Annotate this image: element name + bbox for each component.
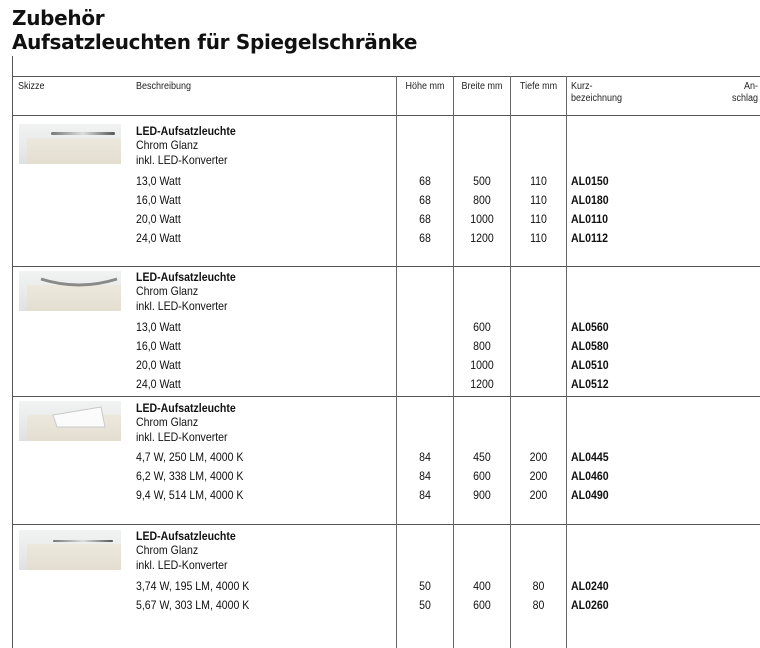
- row-hoehe: 50: [419, 579, 431, 593]
- row-description: 13,0 Watt: [136, 320, 181, 334]
- table-left-border: [12, 56, 13, 648]
- row-code: AL0460: [571, 469, 609, 483]
- row-tiefe: 200: [529, 469, 548, 483]
- title-line-2: Aufsatzleuchten für Spiegelschränke: [12, 30, 418, 54]
- row-tiefe: 110: [530, 174, 547, 188]
- row-hoehe: 84: [419, 450, 431, 464]
- row-tiefe: 110: [530, 212, 547, 226]
- row-code: AL0512: [571, 377, 609, 391]
- straight-bar-lamp-icon: [51, 132, 115, 135]
- column-divider-breite: [453, 76, 454, 648]
- row-hoehe: 68: [419, 174, 431, 188]
- group-divider-3: [12, 524, 760, 525]
- row-code: AL0260: [571, 598, 609, 612]
- row-tiefe: 200: [529, 488, 548, 502]
- wedge-lamp-icon: [49, 405, 109, 433]
- row-description: 6,2 W, 338 LM, 4000 K: [136, 469, 244, 483]
- row-hoehe: 84: [419, 488, 431, 502]
- header-kurz-line1: Kurz-: [571, 81, 593, 92]
- product-name: LED-Aufsatzleuchte: [136, 124, 236, 138]
- row-hoehe: 68: [419, 193, 431, 207]
- row-breite: 400: [473, 579, 491, 593]
- row-tiefe: 80: [532, 579, 545, 593]
- column-divider-kurz: [566, 76, 567, 648]
- product-image-3: [19, 401, 121, 441]
- product-converter: inkl. LED-Konverter: [136, 558, 228, 572]
- product-converter: inkl. LED-Konverter: [136, 430, 228, 444]
- header-tiefe: Tiefe mm: [519, 81, 558, 92]
- row-description: 5,67 W, 303 LM, 4000 K: [136, 598, 250, 612]
- row-code: AL0490: [571, 488, 609, 502]
- row-breite: 600: [473, 598, 491, 612]
- row-description: 20,0 Watt: [136, 212, 181, 226]
- header-breite: Breite mm: [461, 81, 503, 92]
- row-code: AL0560: [571, 320, 609, 334]
- row-code: AL0180: [571, 193, 609, 207]
- product-finish: Chrom Glanz: [136, 415, 199, 429]
- product-finish: Chrom Glanz: [136, 284, 199, 298]
- product-finish: Chrom Glanz: [136, 543, 199, 557]
- table-top-border: [12, 76, 760, 77]
- header-skizze: Skizze: [18, 81, 45, 92]
- slim-bar-lamp-icon: [53, 540, 113, 542]
- row-description: 13,0 Watt: [136, 174, 181, 188]
- product-name: LED-Aufsatzleuchte: [136, 270, 236, 284]
- row-description: 9,4 W, 514 LM, 4000 K: [136, 488, 244, 502]
- header-divider: [12, 115, 760, 116]
- group-divider-1: [12, 266, 760, 267]
- product-image-4: [19, 530, 121, 570]
- row-breite: 600: [473, 469, 491, 483]
- header-anschlag: [706, 81, 758, 105]
- product-name: LED-Aufsatzleuchte: [136, 401, 236, 415]
- row-breite: 900: [473, 488, 491, 502]
- mirror-cabinet-shape: [27, 544, 121, 570]
- header-kurz-line2: bezeichnung: [571, 93, 623, 104]
- row-hoehe: 68: [419, 231, 431, 245]
- row-tiefe: 200: [529, 450, 548, 464]
- product-name: LED-Aufsatzleuchte: [136, 529, 236, 543]
- row-hoehe: 50: [419, 598, 431, 612]
- row-description: 24,0 Watt: [136, 231, 181, 245]
- group-divider-2: [12, 396, 760, 397]
- header-hoehe: Höhe mm: [405, 81, 445, 92]
- header-beschreibung: Beschreibung: [136, 81, 192, 92]
- column-divider-tiefe: [510, 76, 511, 648]
- column-divider-hoehe: [396, 76, 397, 648]
- row-breite: 450: [473, 450, 491, 464]
- page-title: [12, 6, 417, 54]
- row-description: 20,0 Watt: [136, 358, 181, 372]
- product-image-1: [19, 124, 121, 164]
- row-hoehe: 68: [419, 212, 431, 226]
- product-converter: inkl. LED-Konverter: [136, 153, 228, 167]
- header-an-line1: An-: [743, 81, 758, 92]
- curved-bar-lamp-icon: [39, 277, 119, 289]
- row-description: 16,0 Watt: [136, 339, 181, 353]
- row-code: AL0580: [571, 339, 609, 353]
- product-finish: Chrom Glanz: [136, 138, 199, 152]
- row-tiefe: 80: [532, 598, 545, 612]
- row-hoehe: 84: [419, 469, 431, 483]
- row-breite: 500: [473, 174, 491, 188]
- mirror-cabinet-shape: [27, 138, 121, 164]
- row-breite: 600: [473, 320, 491, 334]
- row-code: AL0150: [571, 174, 609, 188]
- row-tiefe: 110: [530, 231, 547, 245]
- row-description: 16,0 Watt: [136, 193, 181, 207]
- row-breite: 1000: [470, 212, 494, 226]
- row-tiefe: 110: [530, 193, 547, 207]
- row-description: 4,7 W, 250 LM, 4000 K: [136, 450, 244, 464]
- row-code: AL0510: [571, 358, 609, 372]
- row-breite: 1000: [470, 358, 494, 372]
- product-image-2: [19, 271, 121, 311]
- row-code: AL0112: [571, 231, 608, 245]
- row-description: 3,74 W, 195 LM, 4000 K: [136, 579, 250, 593]
- row-breite: 1200: [470, 377, 494, 391]
- product-converter: inkl. LED-Konverter: [136, 299, 228, 313]
- row-breite: 1200: [470, 231, 494, 245]
- header-an-line2: schlag: [731, 93, 758, 104]
- header-kurzbezeichnung: [571, 81, 622, 105]
- row-breite: 800: [473, 339, 491, 353]
- title-line-1: Zubehör: [12, 6, 105, 30]
- row-code: AL0240: [571, 579, 609, 593]
- row-code: AL0110: [571, 212, 608, 226]
- row-code: AL0445: [571, 450, 609, 464]
- row-breite: 800: [473, 193, 491, 207]
- row-description: 24,0 Watt: [136, 377, 181, 391]
